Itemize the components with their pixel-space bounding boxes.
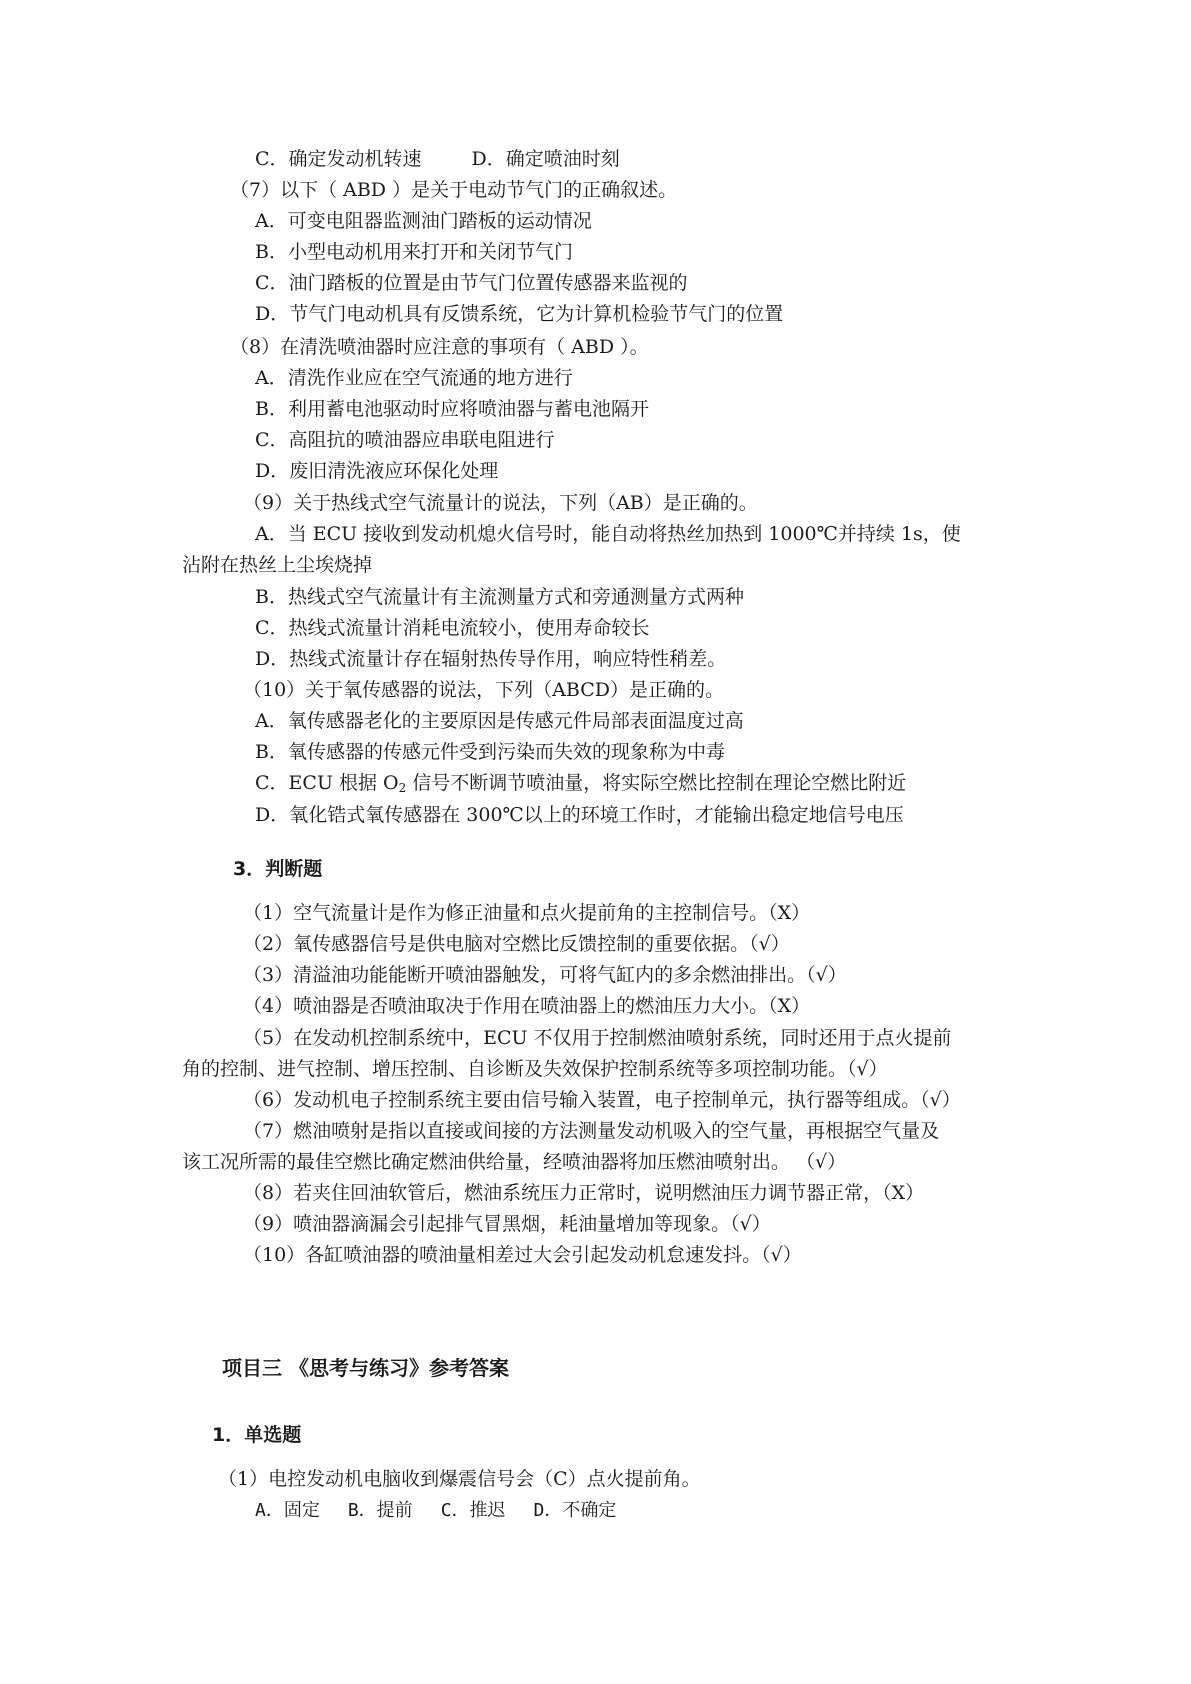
- q10-option-c: [255, 770, 906, 796]
- q7-option-b: B．小型电动机用来打开和关闭节气门: [255, 241, 573, 263]
- p3-q1-option-a: A．固定: [255, 1500, 320, 1521]
- judge-item-5-line2: 角的控制、进气控制、增压控制、自诊断及失效保护控制系统等多项控制功能。（√）: [182, 1058, 888, 1080]
- q9-option-d: D．热线式流量计存在辐射热传导作用，响应特性稍差。: [255, 648, 727, 670]
- judge-item-5-line1: （5）在发动机控制系统中，ECU 不仅用于控制燃油喷射系统，同时还用于点火提前: [243, 1027, 952, 1049]
- q6-options-row: [255, 146, 620, 172]
- section1-title: 1．单选题: [212, 1424, 302, 1446]
- judge-item-9: （9）喷油器滴漏会引起排气冒黑烟，耗油量增加等现象。（√）: [243, 1213, 771, 1235]
- p3-q1-option-c: C．推迟: [440, 1500, 506, 1521]
- q7-option-a: A．可变电阻器监测油门踏板的运动情况: [255, 210, 592, 232]
- p3-q1-option-b: B．提前: [347, 1500, 413, 1521]
- q9-option-a-line1: A．当 ECU 接收到发动机熄火信号时，能自动将热丝加热到 1000℃并持续 1s，使: [255, 523, 961, 545]
- judge-item-4: （4）喷油器是否喷油取决于作用在喷油器上的燃油压力大小。（X）: [243, 995, 811, 1017]
- judge-item-8: （8）若夹住回油软管后，燃油系统压力正常时，说明燃油压力调节器正常，（X）: [243, 1182, 925, 1204]
- q10-option-c-subscript: 2: [398, 781, 407, 795]
- p3-q1-options-row: [255, 1498, 616, 1524]
- q10-option-c-pre: C．ECU 根据 O: [255, 772, 399, 794]
- judge-item-6: （6）发动机电子控制系统主要由信号输入装置，电子控制单元，执行器等组成。（√）: [243, 1089, 961, 1111]
- project3-title: 项目三 《思考与练习》参考答案: [222, 1356, 509, 1380]
- judge-item-7-line2: 该工况所需的最佳空燃比确定燃油供给量，经喷油器将加压燃油喷射出。 （√）: [182, 1151, 847, 1173]
- q10-stem: （10）关于氧传感器的说法，下列（ABCD）是正确的。: [243, 679, 724, 701]
- judge-item-2: （2）氧传感器信号是供电脑对空燃比反馈控制的重要依据。（√）: [243, 933, 790, 955]
- q8-option-a: A．清洗作业应在空气流通的地方进行: [255, 367, 573, 389]
- p3-q1-stem: （1）电控发动机电脑收到爆震信号会（C）点火提前角。: [218, 1468, 701, 1490]
- q8-option-d: D．废旧清洗液应环保化处理: [255, 460, 499, 482]
- q10-option-d: D．氧化锆式氧传感器在 300℃以上的环境工作时，才能输出稳定地信号电压: [255, 804, 904, 826]
- q6-option-c: C．确定发动机转速: [255, 148, 422, 170]
- q7-option-d: D．节气门电动机具有反馈系统，它为计算机检验节气门的位置: [255, 303, 784, 325]
- q7-option-c: C．油门踏板的位置是由节气门位置传感器来监视的: [255, 272, 688, 294]
- judge-item-10: （10）各缸喷油器的喷油量相差过大会引起发动机怠速发抖。（√）: [243, 1244, 802, 1266]
- q10-option-b: B．氧传感器的传感元件受到污染而失效的现象称为中毒: [255, 741, 725, 763]
- q9-option-b: B．热线式空气流量计有主流测量方式和旁通测量方式两种: [255, 586, 744, 608]
- q10-option-a: A．氧传感器老化的主要原因是传感元件局部表面温度过高: [255, 710, 744, 732]
- q9-stem: （9）关于热线式空气流量计的说法，下列（AB）是正确的。: [243, 492, 758, 514]
- p3-q1-option-d: D．不确定: [533, 1500, 617, 1521]
- q9-option-a-line2: 沾附在热丝上尘埃烧掉: [182, 554, 373, 576]
- q8-option-b: B．利用蓄电池驱动时应将喷油器与蓄电池隔开: [255, 398, 649, 420]
- q6-option-d: D．确定喷油时刻: [471, 148, 620, 170]
- q8-option-c: C．高阻抗的喷油器应串联电阻进行: [255, 429, 555, 451]
- judge-item-1: （1）空气流量计是作为修正油量和点火提前角的主控制信号。（X）: [243, 902, 811, 924]
- judge-item-7-line1: （7）燃油喷射是指以直接或间接的方法测量发动机吸入的空气量，再根据空气量及: [243, 1120, 940, 1142]
- q7-stem: （7）以下（ ABD ）是关于电动节气门的正确叙述。: [230, 179, 678, 201]
- q8-stem: （8）在清洗喷油器时应注意的事项有（ ABD ）。: [230, 336, 649, 358]
- judge-item-3: （3）清溢油功能能断开喷油器触发，可将气缸内的多余燃油排出。（√）: [243, 964, 847, 986]
- q10-option-c-post: 信号不断调节喷油量，将实际空燃比控制在理论空燃比附近: [406, 772, 907, 794]
- q9-option-c: C．热线式流量计消耗电流较小，使用寿命较长: [255, 617, 650, 639]
- section3-title: 3．判断题: [233, 858, 323, 880]
